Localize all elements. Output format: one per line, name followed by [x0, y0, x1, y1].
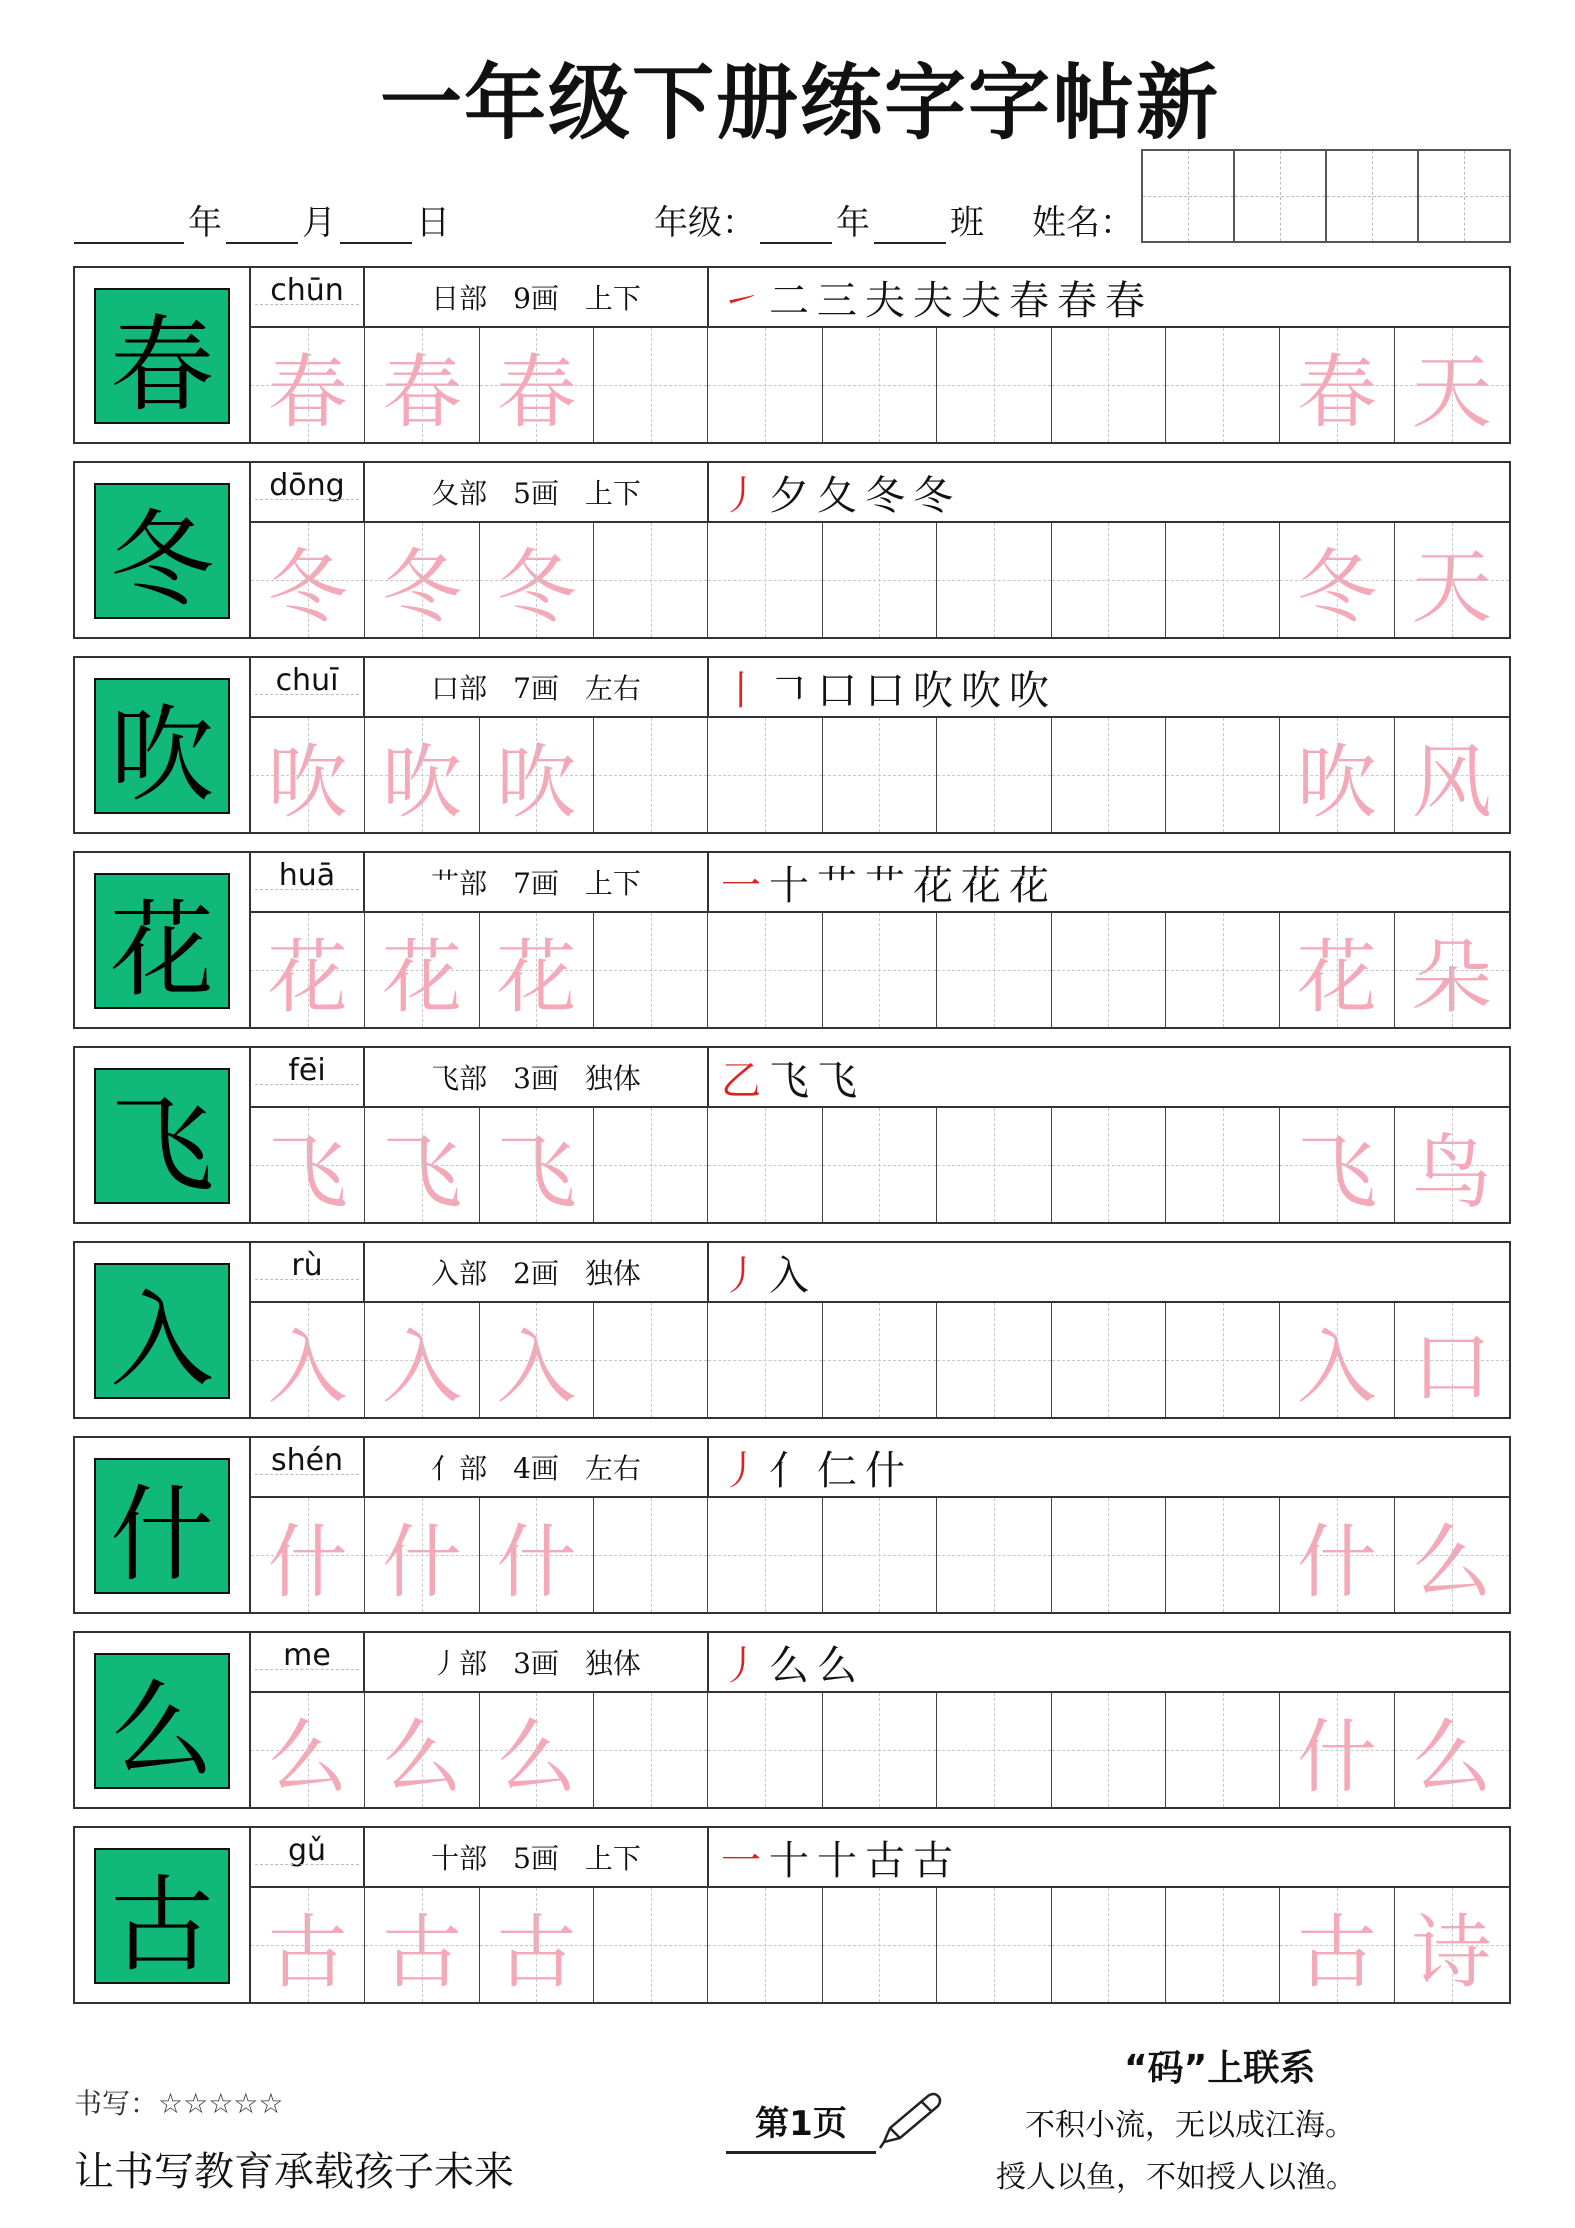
- practice-cell[interactable]: [594, 1888, 708, 2002]
- stroke-step: 三: [817, 277, 857, 324]
- practice-cell[interactable]: [1166, 718, 1280, 832]
- char-info-bar: [251, 1243, 1509, 1303]
- char-info-bar: [251, 268, 1509, 328]
- stroke-order: [721, 1243, 1509, 1301]
- word-cell[interactable]: 口: [1395, 1303, 1509, 1417]
- stroke-step: 艹: [817, 862, 857, 909]
- practice-cell[interactable]: [1052, 1303, 1166, 1417]
- pinyin: chuī: [251, 658, 365, 716]
- practice-cell[interactable]: [937, 523, 1051, 637]
- trace-cell[interactable]: 花: [365, 913, 479, 1027]
- practice-cell[interactable]: [594, 328, 708, 442]
- practice-cell[interactable]: [937, 718, 1051, 832]
- model-character: 入: [94, 1263, 230, 1399]
- practice-grid: [251, 1108, 1509, 1222]
- stroke-step: 丿: [721, 1252, 761, 1299]
- rating-label: 书写：☆☆☆☆☆: [74, 2087, 284, 2120]
- stroke-count: 5画: [513, 477, 559, 510]
- stroke-step: 夫: [961, 277, 1001, 324]
- trace-cell[interactable]: 入: [251, 1303, 365, 1417]
- char-meta: [365, 1633, 709, 1691]
- practice-cell[interactable]: [594, 1303, 708, 1417]
- stroke-order: [721, 1828, 1509, 1886]
- stroke-step: 么: [817, 1642, 857, 1689]
- stroke-step: 什: [865, 1447, 905, 1494]
- stroke-step: 十: [817, 1837, 857, 1884]
- pinyin: chūn: [251, 268, 365, 326]
- char-badge-cell: [75, 463, 251, 637]
- day-blank[interactable]: [340, 202, 412, 244]
- practice-cell[interactable]: [937, 1693, 1051, 1807]
- practice-cell[interactable]: [937, 328, 1051, 442]
- char-meta: [365, 1828, 709, 1886]
- word-cell[interactable]: 飞: [1280, 1108, 1394, 1222]
- char-info-bar: [251, 463, 1509, 523]
- practice-cell[interactable]: [823, 523, 937, 637]
- pinyin: dōng: [251, 463, 365, 521]
- char-badge-cell: [75, 658, 251, 832]
- page-title: 一年级下册练字字帖新: [379, 56, 1220, 151]
- stroke-step: 花: [1009, 862, 1049, 909]
- practice-cell[interactable]: [1166, 1303, 1280, 1417]
- model-character: 花: [94, 873, 230, 1009]
- practice-cell[interactable]: [937, 1888, 1051, 2002]
- char-meta: [365, 463, 709, 521]
- stroke-step: 十: [769, 1837, 809, 1884]
- practice-cell[interactable]: [1166, 1498, 1280, 1612]
- stroke-step: 丿: [721, 472, 761, 519]
- char-info-bar: [251, 853, 1509, 913]
- practice-cell[interactable]: [1052, 913, 1166, 1027]
- pinyin: huā: [251, 853, 365, 911]
- char-info-bar: [251, 1633, 1509, 1693]
- stroke-step: 吹: [1009, 667, 1049, 714]
- practice-cell[interactable]: [823, 328, 937, 442]
- structure: 独体: [584, 1257, 641, 1290]
- pinyin: me: [251, 1633, 365, 1691]
- practice-row: [73, 1631, 1511, 1809]
- stroke-step: 𠃍: [769, 667, 809, 714]
- quote-line-1: 不积小流，无以成江海。: [1025, 2108, 1355, 2143]
- practice-cell[interactable]: [1166, 523, 1280, 637]
- trace-cell[interactable]: 古: [480, 1888, 594, 2002]
- practice-cell[interactable]: [708, 1498, 822, 1612]
- trace-cell[interactable]: 古: [365, 1888, 479, 2002]
- practice-cell[interactable]: [937, 1108, 1051, 1222]
- practice-row: [73, 1241, 1511, 1419]
- practice-cell[interactable]: [1166, 1888, 1280, 2002]
- stroke-order: [721, 1048, 1509, 1106]
- year-label: 年: [188, 203, 222, 243]
- word-cell[interactable]: 什: [1280, 1498, 1394, 1612]
- radical: 夂部: [431, 477, 488, 510]
- trace-cell[interactable]: 什: [251, 1498, 365, 1612]
- radical: 十部: [431, 1842, 488, 1875]
- practice-cell[interactable]: [823, 913, 937, 1027]
- stroke-step: 夕: [769, 472, 809, 519]
- stroke-count: 4画: [513, 1452, 559, 1485]
- practice-cell[interactable]: [1052, 1498, 1166, 1612]
- practice-row: [73, 1436, 1511, 1614]
- word-cell[interactable]: 什: [1280, 1693, 1394, 1807]
- stroke-step: 口: [865, 667, 905, 714]
- practice-cell[interactable]: [594, 1498, 708, 1612]
- word-cell[interactable]: 冬: [1280, 523, 1394, 637]
- trace-cell[interactable]: 吹: [480, 718, 594, 832]
- stroke-step: 古: [913, 1837, 953, 1884]
- word-cell[interactable]: 花: [1280, 913, 1394, 1027]
- word-cell[interactable]: 天: [1395, 328, 1509, 442]
- trace-cell[interactable]: 入: [365, 1303, 479, 1417]
- practice-cell[interactable]: [708, 328, 822, 442]
- practice-grid: [251, 913, 1509, 1027]
- practice-row: [73, 851, 1511, 1029]
- practice-grid: [251, 1303, 1509, 1417]
- word-cell[interactable]: 风: [1395, 718, 1509, 832]
- char-badge-cell: [75, 1633, 251, 1807]
- practice-cell[interactable]: [594, 1108, 708, 1222]
- stroke-step: ㇀: [721, 277, 761, 324]
- radical: 亻部: [431, 1452, 488, 1485]
- pinyin: rù: [251, 1243, 365, 1301]
- trace-cell[interactable]: 春: [480, 328, 594, 442]
- trace-cell[interactable]: 么: [365, 1693, 479, 1807]
- trace-cell[interactable]: 么: [480, 1693, 594, 1807]
- radical: 口部: [431, 672, 488, 705]
- trace-cell[interactable]: 吹: [251, 718, 365, 832]
- model-character: 春: [94, 288, 230, 424]
- practice-cell[interactable]: [1052, 328, 1166, 442]
- date-class-line: [74, 192, 1138, 244]
- char-badge-cell: [75, 853, 251, 1027]
- practice-grid: [251, 328, 1509, 442]
- practice-rows: [73, 266, 1511, 2021]
- char-info-bar: [251, 1828, 1509, 1888]
- stroke-step: 夂: [817, 472, 857, 519]
- stroke-count: 3画: [513, 1647, 559, 1680]
- practice-grid: [251, 1888, 1509, 2002]
- practice-cell[interactable]: [708, 913, 822, 1027]
- radical: 入部: [431, 1257, 488, 1290]
- month-label: 月: [302, 203, 336, 243]
- practice-cell[interactable]: [1052, 1693, 1166, 1807]
- stroke-step: 丿: [721, 1447, 761, 1494]
- char-meta: [365, 268, 709, 326]
- model-character: 什: [94, 1458, 230, 1594]
- trace-cell[interactable]: 飞: [480, 1108, 594, 1222]
- practice-cell[interactable]: [937, 913, 1051, 1027]
- structure: 上下: [584, 867, 641, 900]
- stroke-step: 吹: [913, 667, 953, 714]
- grade-year-label: 年: [836, 203, 870, 243]
- word-cell[interactable]: 天: [1395, 523, 1509, 637]
- char-info-bar: [251, 1438, 1509, 1498]
- stroke-step: 丿: [721, 1642, 761, 1689]
- radical: 艹部: [431, 867, 488, 900]
- practice-grid: [251, 523, 1509, 637]
- practice-cell[interactable]: [708, 1303, 822, 1417]
- practice-cell[interactable]: [823, 718, 937, 832]
- stroke-step: 艹: [865, 862, 905, 909]
- contact-heading: “码”上联系: [1124, 2048, 1316, 2089]
- trace-cell[interactable]: 花: [480, 913, 594, 1027]
- practice-cell[interactable]: [594, 718, 708, 832]
- structure: 左右: [584, 1452, 641, 1485]
- practice-cell[interactable]: [708, 718, 822, 832]
- practice-grid: [251, 1498, 1509, 1612]
- radical: 日部: [431, 282, 488, 315]
- structure: 上下: [584, 1842, 641, 1875]
- practice-cell[interactable]: [1052, 1108, 1166, 1222]
- stroke-order: [721, 853, 1509, 911]
- trace-cell[interactable]: 什: [365, 1498, 479, 1612]
- stroke-step: 春: [1057, 277, 1097, 324]
- stroke-step: 冬: [865, 472, 905, 519]
- name-label: 姓名：: [1032, 203, 1134, 243]
- char-meta: [365, 1048, 709, 1106]
- char-badge-cell: [75, 268, 251, 442]
- practice-cell[interactable]: [937, 1303, 1051, 1417]
- practice-cell[interactable]: [823, 1498, 937, 1612]
- word-cell[interactable]: 古: [1280, 1888, 1394, 2002]
- trace-cell[interactable]: 吹: [365, 718, 479, 832]
- practice-cell[interactable]: [1166, 1693, 1280, 1807]
- stroke-step: 夫: [913, 277, 953, 324]
- name-box[interactable]: [1233, 149, 1327, 243]
- stroke-step: 二: [769, 277, 809, 324]
- word-cell[interactable]: 鸟: [1395, 1108, 1509, 1222]
- stroke-step: 飞: [769, 1057, 809, 1104]
- stroke-step: 仁: [817, 1447, 857, 1494]
- char-meta: [365, 1438, 709, 1496]
- model-character: 冬: [94, 483, 230, 619]
- word-cell[interactable]: 诗: [1395, 1888, 1509, 2002]
- stroke-step: 丨: [721, 667, 761, 714]
- practice-grid: [251, 1693, 1509, 1807]
- practice-row: [73, 656, 1511, 834]
- practice-row: [73, 266, 1511, 444]
- char-badge-cell: [75, 1048, 251, 1222]
- practice-cell[interactable]: [594, 523, 708, 637]
- pen-icon: [876, 2090, 946, 2150]
- char-meta: [365, 853, 709, 911]
- trace-cell[interactable]: 春: [251, 328, 365, 442]
- trace-cell[interactable]: 冬: [365, 523, 479, 637]
- month-blank[interactable]: [226, 202, 298, 244]
- word-cell[interactable]: 么: [1395, 1498, 1509, 1612]
- stroke-order: [721, 1438, 1509, 1496]
- char-info-bar: [251, 658, 1509, 718]
- trace-cell[interactable]: 么: [251, 1693, 365, 1807]
- page-number: 第1页: [726, 2096, 876, 2154]
- stroke-step: 十: [769, 862, 809, 909]
- radical: 飞部: [431, 1062, 488, 1095]
- char-badge-cell: [75, 1243, 251, 1417]
- stroke-step: 花: [913, 862, 953, 909]
- stroke-order: [721, 658, 1509, 716]
- word-cell[interactable]: 春: [1280, 328, 1394, 442]
- structure: 上下: [584, 477, 641, 510]
- pinyin: shén: [251, 1438, 365, 1496]
- practice-cell[interactable]: [937, 1498, 1051, 1612]
- practice-row: [73, 1826, 1511, 2004]
- practice-cell[interactable]: [1166, 328, 1280, 442]
- practice-cell[interactable]: [594, 913, 708, 1027]
- day-label: 日: [416, 203, 450, 243]
- trace-cell[interactable]: 春: [365, 328, 479, 442]
- quote-line-2: 授人以鱼，不如授人以渔。: [996, 2160, 1356, 2195]
- word-cell[interactable]: 入: [1280, 1303, 1394, 1417]
- stroke-count: 7画: [513, 672, 559, 705]
- stroke-step: 春: [1105, 277, 1145, 324]
- structure: 独体: [584, 1062, 641, 1095]
- trace-cell[interactable]: 飞: [365, 1108, 479, 1222]
- stroke-count: 3画: [513, 1062, 559, 1095]
- trace-cell[interactable]: 什: [480, 1498, 594, 1612]
- trace-cell[interactable]: 冬: [251, 523, 365, 637]
- stroke-step: 飞: [817, 1057, 857, 1104]
- practice-cell[interactable]: [823, 1693, 937, 1807]
- practice-grid: [251, 718, 1509, 832]
- structure: 独体: [584, 1647, 641, 1680]
- stroke-step: 么: [769, 1642, 809, 1689]
- stroke-step: 花: [961, 862, 1001, 909]
- model-character: 么: [94, 1653, 230, 1789]
- practice-cell[interactable]: [1166, 1108, 1280, 1222]
- stroke-step: 乙: [721, 1057, 761, 1104]
- class-blank[interactable]: [874, 202, 946, 244]
- word-cell[interactable]: 吹: [1280, 718, 1394, 832]
- trace-cell[interactable]: 飞: [251, 1108, 365, 1222]
- practice-row: [73, 461, 1511, 639]
- stroke-count: 5画: [513, 1842, 559, 1875]
- trace-cell[interactable]: 花: [251, 913, 365, 1027]
- stroke-step: 夫: [865, 277, 905, 324]
- stroke-step: 口: [817, 667, 857, 714]
- practice-cell[interactable]: [1052, 718, 1166, 832]
- stroke-step: 古: [865, 1837, 905, 1884]
- practice-cell[interactable]: [823, 1888, 937, 2002]
- word-cell[interactable]: 朵: [1395, 913, 1509, 1027]
- radical: 丿部: [431, 1647, 488, 1680]
- trace-cell[interactable]: 古: [251, 1888, 365, 2002]
- name-box[interactable]: [1417, 149, 1511, 243]
- stroke-order: [721, 1633, 1509, 1691]
- practice-cell[interactable]: [708, 1888, 822, 2002]
- practice-cell[interactable]: [708, 1693, 822, 1807]
- stroke-step: 吹: [961, 667, 1001, 714]
- char-badge-cell: [75, 1438, 251, 1612]
- slogan: 让书写教育承载孩子未来: [74, 2149, 514, 2195]
- practice-cell[interactable]: [708, 523, 822, 637]
- stroke-count: 2画: [513, 1257, 559, 1290]
- stroke-step: 一: [721, 1837, 761, 1884]
- name-box[interactable]: [1141, 149, 1235, 243]
- char-info-bar: [251, 1048, 1509, 1108]
- stroke-step: 冬: [913, 472, 953, 519]
- class-label: 班: [950, 203, 984, 243]
- year-blank[interactable]: [74, 202, 184, 244]
- practice-cell[interactable]: [1166, 913, 1280, 1027]
- practice-cell[interactable]: [594, 1693, 708, 1807]
- char-badge-cell: [75, 1828, 251, 2002]
- pinyin: gǔ: [251, 1828, 365, 1886]
- name-box[interactable]: [1325, 149, 1419, 243]
- pinyin: fēi: [251, 1048, 365, 1106]
- stroke-step: 亻: [769, 1447, 809, 1494]
- char-meta: [365, 1243, 709, 1301]
- stroke-step: 春: [1009, 277, 1049, 324]
- model-character: 飞: [94, 1068, 230, 1204]
- structure: 左右: [584, 672, 641, 705]
- practice-cell[interactable]: [823, 1303, 937, 1417]
- stroke-count: 7画: [513, 867, 559, 900]
- name-boxes: [1143, 149, 1511, 243]
- trace-cell[interactable]: 入: [480, 1303, 594, 1417]
- practice-cell[interactable]: [1052, 1888, 1166, 2002]
- stroke-count: 9画: [513, 282, 559, 315]
- grade-label: 年级：: [654, 203, 756, 243]
- word-cell[interactable]: 么: [1395, 1693, 1509, 1807]
- practice-cell[interactable]: [708, 1108, 822, 1222]
- practice-cell[interactable]: [1052, 523, 1166, 637]
- practice-cell[interactable]: [823, 1108, 937, 1222]
- trace-cell[interactable]: 冬: [480, 523, 594, 637]
- model-character: 古: [94, 1848, 230, 1984]
- model-character: 吹: [94, 678, 230, 814]
- char-meta: [365, 658, 709, 716]
- stroke-order: [721, 268, 1509, 326]
- practice-row: [73, 1046, 1511, 1224]
- stroke-order: [721, 463, 1509, 521]
- stroke-step: 入: [769, 1252, 809, 1299]
- structure: 上下: [584, 282, 641, 315]
- stroke-step: 一: [721, 862, 761, 909]
- grade-blank[interactable]: [760, 202, 832, 244]
